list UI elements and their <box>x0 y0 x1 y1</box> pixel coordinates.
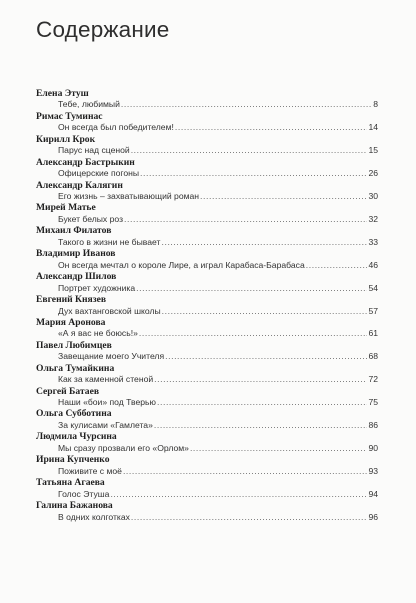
toc-title: «А я вас не боюсь!» <box>58 328 138 339</box>
toc-leader-dots <box>161 237 367 248</box>
toc-title: За кулисами «Гамлета» <box>58 419 153 430</box>
toc-page-number: 68 <box>368 351 378 362</box>
toc-line[interactable] <box>36 145 378 156</box>
toc-title: Голос Этуша <box>58 488 110 499</box>
toc-line[interactable] <box>36 512 378 523</box>
toc-author: Александр Бастрыкин <box>36 156 135 168</box>
toc-leader-dots <box>136 283 367 294</box>
toc-entry <box>36 340 378 363</box>
toc-author: Александр Шилов <box>36 271 117 283</box>
toc-page-number: 33 <box>368 236 378 247</box>
toc-line[interactable] <box>36 237 378 248</box>
toc-title: Как за каменной стеной <box>58 374 154 385</box>
toc-page-number: 75 <box>368 397 378 408</box>
toc-author: Галина Бажанова <box>36 500 113 512</box>
toc-page-number: 57 <box>368 305 378 316</box>
toc-leader-dots <box>162 306 368 317</box>
toc-entry <box>36 88 378 111</box>
toc-page-number: 96 <box>368 511 378 522</box>
toc-title: Офицерские погоны <box>58 168 140 179</box>
toc-entry <box>36 294 378 317</box>
toc-author: Владимир Иванов <box>36 248 116 260</box>
toc-line[interactable] <box>36 397 378 408</box>
toc-line[interactable] <box>36 214 378 225</box>
toc-title: Поживите с моё <box>58 465 122 476</box>
toc-page-number: 30 <box>368 191 378 202</box>
toc-page-number: 94 <box>368 488 378 499</box>
toc-title: Он всегда мечтал о короле Лире, а играл Карабаса-Барабаса <box>58 259 305 270</box>
toc-page-number: 8 <box>373 99 378 110</box>
toc-leader-dots <box>121 99 372 110</box>
toc-title: Он всегда был победителем! <box>58 122 174 133</box>
toc-title: Его жизнь – захватывающий роман <box>58 191 200 202</box>
toc-page-number: 86 <box>368 419 378 430</box>
toc-leader-dots <box>200 191 367 202</box>
toc-entry <box>36 271 378 294</box>
toc-line[interactable] <box>36 443 378 454</box>
toc-line[interactable] <box>36 283 378 294</box>
toc-leader-dots <box>131 512 368 523</box>
toc-entry <box>36 248 378 271</box>
toc-author: Ольга Тумайкина <box>36 362 115 374</box>
toc-entry <box>36 225 378 248</box>
toc-author: Мирей Матье <box>36 202 96 214</box>
toc-line[interactable] <box>36 420 378 431</box>
toc-page-number: 72 <box>368 374 378 385</box>
toc-page-number: 32 <box>368 213 378 224</box>
toc-author: Ольга Субботина <box>36 408 112 420</box>
toc-entry <box>36 317 378 340</box>
toc-line[interactable] <box>36 328 378 339</box>
toc-entry <box>36 408 378 431</box>
toc-page-number: 90 <box>368 442 378 453</box>
toc-leader-dots <box>110 489 367 500</box>
toc-page-number: 93 <box>368 465 378 476</box>
toc-title: Такого в жизни не бывает <box>58 236 161 247</box>
toc-leader-dots <box>131 145 368 156</box>
toc-entry <box>36 111 378 134</box>
toc-entry <box>36 431 378 454</box>
toc-title: Портрет художника <box>58 282 136 293</box>
toc-author: Елена Этуш <box>36 88 89 99</box>
toc-title: Парус над сценой <box>58 145 130 156</box>
toc-entry <box>36 363 378 386</box>
page-title: Содержание <box>36 17 170 42</box>
toc-line[interactable] <box>36 351 378 362</box>
toc-line[interactable] <box>36 466 378 477</box>
toc-title: Тебе, любимый <box>58 99 120 110</box>
toc-author: Александр Калягин <box>36 179 123 191</box>
toc-leader-dots <box>154 420 368 431</box>
toc-author: Ирина Купченко <box>36 454 110 466</box>
toc-entry <box>36 157 378 180</box>
toc-author: Татьяна Агаева <box>36 477 105 489</box>
toc-page-number: 54 <box>368 282 378 293</box>
toc-title: Наши «бои» под Тверью <box>58 397 156 408</box>
toc-leader-dots <box>154 374 367 385</box>
toc-leader-dots <box>124 214 367 225</box>
toc-leader-dots <box>123 466 368 477</box>
table-of-contents <box>36 88 378 523</box>
toc-page-number: 26 <box>368 168 378 179</box>
toc-page-number: 15 <box>368 145 378 156</box>
toc-page-number: 46 <box>368 259 378 270</box>
toc-entry <box>36 202 378 225</box>
toc-line[interactable] <box>36 100 378 111</box>
toc-author: Михаил Филатов <box>36 225 112 237</box>
toc-line[interactable] <box>36 489 378 500</box>
toc-author: Павел Любимцев <box>36 339 112 351</box>
toc-entry <box>36 500 378 523</box>
toc-author: Евгений Князев <box>36 294 107 306</box>
toc-title: Завещание моего Учителя <box>58 351 165 362</box>
toc-entry <box>36 386 378 409</box>
toc-entry <box>36 180 378 203</box>
toc-leader-dots <box>165 351 367 362</box>
toc-leader-dots <box>157 397 367 408</box>
toc-title: Букет белых роз <box>58 213 124 224</box>
toc-line[interactable] <box>36 374 378 385</box>
toc-line[interactable] <box>36 122 378 133</box>
toc-author: Римас Туминас <box>36 110 103 122</box>
toc-author: Сергей Батаев <box>36 385 100 397</box>
toc-leader-dots <box>139 328 368 339</box>
toc-title: Дух вахтанговской школы <box>58 305 161 316</box>
toc-leader-dots <box>190 443 368 454</box>
toc-entry <box>36 454 378 477</box>
toc-entry <box>36 134 378 157</box>
toc-title: Мы сразу прозвали его «Орлом» <box>58 442 189 453</box>
toc-leader-dots <box>140 168 367 179</box>
toc-leader-dots <box>306 260 368 271</box>
toc-author: Кирилл Крок <box>36 133 96 145</box>
toc-leader-dots <box>175 122 368 133</box>
toc-line[interactable] <box>36 191 378 202</box>
toc-author: Мария Аронова <box>36 316 106 328</box>
toc-page-number: 61 <box>368 328 378 339</box>
toc-author: Людмила Чурсина <box>36 431 117 443</box>
toc-title: В одних колготках <box>58 511 130 522</box>
toc-line[interactable] <box>36 168 378 179</box>
toc-line[interactable] <box>36 306 378 317</box>
toc-line[interactable] <box>36 260 378 271</box>
toc-entry <box>36 477 378 500</box>
toc-page-number: 14 <box>368 122 378 133</box>
